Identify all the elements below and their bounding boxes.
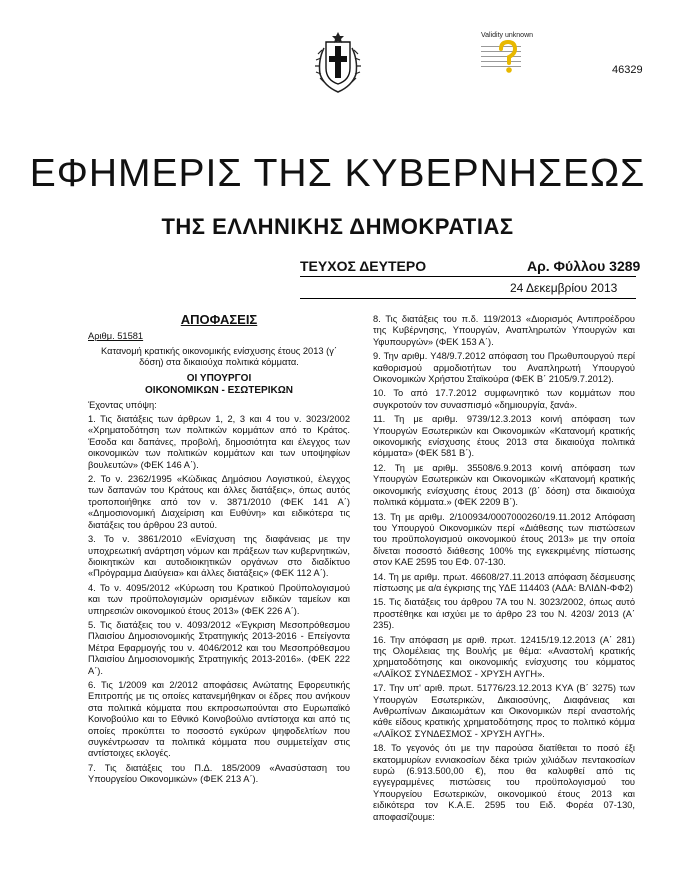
paragraph: 12. Τη με αριθμ. 35508/6.9.2013 κοινή απόφαση των Υπουργών Εσωτερικών και Οικονομικών «Κατανομή κρατικής οικονομικής ενίσχυσης έτους 2013 (β΄ δόση) στα δικαιούχα πολιτικά κόμματα.» (ΦΕΚ 2209 Β΄). bbox=[373, 462, 635, 508]
paragraph: 11. Τη με αριθμ. 9739/12.3.2013 κοινή απόφαση των Υπουργών Εσωτερικών και Οικονομικών «Κατανομή κρατικής οικονομικής ενίσχυσης έτους 2013 στα δικαιούχα πολιτικά κόμματα» (ΦΕΚ 581 Β΄). bbox=[373, 414, 635, 459]
page-number: 46329 bbox=[612, 64, 643, 76]
paragraph: 5. Τις διατάξεις του ν. 4093/2012 «Έγκριση Μεσοπρόθεσμου Πλαισίου Δημοσιονομικής Στρατηγικής 2013-2016 - Επείγοντα Μέτρα Εφαρμογής του ν. 4046/2012 και του Μεσοπρόθεσμου Πλαισίου Δημοσιονομικής Στρατηγικής 2013-2016». (ΦΕΚ 222 Α΄). bbox=[88, 619, 350, 676]
paragraph: 13. Τη με αριθμ. 2/100934/0007000260/19.11.2012 Απόφαση του Υπουργού Οικονομικών περί «Διάθεσης των πιστώσεων του προϋπολογισμού οικονομικού έτους 2013» με την οποία δίνεται ποσοστό διάθεσης 100% της εγκεκριμένης πίστωσης στον ΚΑΕ 2595 του ΕΦ. 07-130. bbox=[373, 511, 635, 568]
paragraph: 4. Το ν. 4095/2012 «Κύρωση του Κρατικού Προϋπολογισμού και των προϋπολογισμών ορισμένων ειδικών ταμείων και υπηρεσιών οικονομικού έτους 2013» (ΦΕΚ 226 Α΄). bbox=[88, 582, 350, 616]
paragraph: 1. Τις διατάξεις των άρθρων 1, 2, 3 και 4 του ν. 3023/2002 «Χρηματοδότηση των πολιτικών κομμάτων από το Κράτος. Έσοδα και δαπάνες, προβολή, δημοσιότητα και έλεγχος των οικονομικών των πολιτικών κομμάτων και των υποψηφίων βουλευτών» (ΦΕΚ 146 Α΄). bbox=[88, 414, 350, 470]
signature-validity-label: Validity unknown bbox=[481, 32, 534, 39]
issue-series: ΤΕΥΧΟΣ ΔΕΥΤΕΡΟ bbox=[300, 258, 427, 274]
paragraph: 3. Το ν. 3861/2010 «Ενίσχυση της διαφάνειας με την υποχρεωτική ανάρτηση νόμων και πράξεων των κυβερνητικών, διοικητικών και αυτοδιοικητικών οργάνων στο διαδίκτυο «Πρόγραμμα Διαύγεια» και άλλες διατάξεις» (ΦΕΚ 112 Α΄). bbox=[88, 534, 350, 579]
paragraph: 9. Την αριθμ. Υ48/9.7.2012 απόφαση του Πρωθυπουργού περί καθορισμού αρμοδιοτήτων του Αναπληρωτή Υπουργού Οικονομικών Χρήστου Σταϊκούρα (ΦΕΚ Β΄ 2105/9.7.2012). bbox=[373, 351, 635, 385]
left-column bbox=[88, 314, 350, 789]
intro-text: Έχοντας υπόψη: bbox=[88, 399, 157, 410]
paragraph: 2. Το ν. 2362/1995 «Κώδικας Δημόσιου Λογιστικού, έλεγχος των δαπανών του Κράτους και άλλες διατάξεις», όπως αυτός τροποποιήθηκε από τον ν. 3871/2010 (ΦΕΚ 141 Α΄) «Δημοσιονομική Διαχείριση και Ευθύνη» και ειδικότερα τις διατάξεις του άρθρου 23 αυτού. bbox=[88, 474, 350, 530]
section-heading: ΑΠΟΦΑΣΕΙΣ bbox=[180, 312, 258, 327]
decision-number: Αριθμ. 51581 bbox=[88, 331, 144, 342]
decision-title: Κατανομή κρατικής οικονομικής ενίσχυσης έτους 2013 (γ΄ δόση) στα δικαιούχα πολιτικά κόμματα. bbox=[101, 345, 337, 368]
issue-date: 24 Δεκεμβρίου 2013 bbox=[510, 281, 618, 295]
digital-signature-stamp bbox=[475, 32, 543, 84]
paragraph: 17. Την υπ' αριθ. πρωτ. 51776/23.12.2013 ΚΥΑ (Β΄ 3275) των Υπουργών Εσωτερικών, Δικαιοσύνης, Διαφάνειας και Ανθρωπίνων Δικαιωμάτων και Οικονομικών περί αναστολής κάθε είδους κρατικής χρηματοδότησης προς το πολιτικό κόμμα «ΛΑΪΚΟΣ ΣΥΝΔΕΣΜΟΣ - ΧΡΥΣΗ ΑΥΓΗ». bbox=[373, 683, 635, 739]
paragraph: 6. Τις 1/2009 και 2/2012 αποφάσεις Ανώτατης Εφορευτικής Επιτροπής με τις οποίες κατανεμήθηκαν οι έδρες που ανήκουν στα πολιτικά κόμματα που εκπροσωπούνται στο Ευρωπαϊκό Κοινοβούλιο και το Εθνικό Κοινοβούλιο αντίστοιχα και από τις οποίες προκύπτει το ποσοστό εγκύρων ψηφοδελτίων που συγκέντρωσαν τα πολιτικά κόμματα που συμμετείχαν στις αντίστοιχες εκλογές. bbox=[88, 679, 350, 759]
paragraph: 14. Τη με αριθμ. πρωτ. 46608/27.11.2013 απόφαση δέσμευσης πίστωσης με α/α έγκρισης της ΥΔΕ 114403 (ΑΔΑ: ΒΛΙΔΝ-ΦΦ2) bbox=[373, 571, 635, 593]
greek-coat-of-arms-emblem bbox=[310, 28, 366, 96]
header-rule-top bbox=[300, 276, 636, 277]
paragraph: 7. Τις διατάξεις του Π.Δ. 185/2009 «Ανασύσταση του Υπουργείου Οικονομικών» (ΦΕΚ 213 Α΄). bbox=[88, 762, 350, 785]
paragraph: 15. Τις διατάξεις του άρθρου 7Α του Ν. 3023/2002, όπως αυτό προστέθηκε και ισχύει με το άρθρο 23 του Ν. 4203/ 2013 (Α΄ 235). bbox=[373, 597, 635, 631]
paragraph: 18. Το γεγονός ότι με την παρούσα διατίθεται το ποσό έξι εκατομμυρίων εννιακοσίων δέκα τριών χιλιάδων πεντακοσίων ευρώ (6.913.500,00 €), που θα καλυφθεί από τις εγγεγραμμένες πιστώσεις του προϋπολογισμού του Υπουργείου Εσωτερικών, οικονομικού έτους 2013 και ειδικότερα τον Κ.Α.Ε. 2595 του Ειδ. Φορέα 07-130, αποφασίζουμε: bbox=[373, 743, 635, 822]
right-column bbox=[373, 314, 635, 826]
header-rule-bottom bbox=[300, 298, 636, 299]
paragraph: 8. Τις διατάξεις του π.δ. 119/2013 «Διορισμός Αντιπροέδρου της Κυβέρνησης, Υπουργών, Αναπληρωτών Υπουργών και Υφυπουργών» (ΦΕΚ 153 Α΄). bbox=[373, 314, 635, 347]
ministers-heading: ΟΙ ΥΠΟΥΡΓΟΙ ΟΙΚΟΝΟΜΙΚΩΝ - ΕΣΩΤΕΡΙΚΩΝ bbox=[145, 372, 293, 396]
gazette-subtitle: ΤΗΣ ΕΛΛΗΝΙΚΗΣ ΔΗΜΟΚΡΑΤΙΑΣ bbox=[161, 214, 514, 239]
paragraph: 16. Την απόφαση με αριθ. πρωτ. 12415/19.12.2013 (Α΄ 281) της Ολομέλειας της Βουλής με θέμα: «Αναστολή κρατικής χρηματοδότησης και οικονομικής ενίσχυσης του κόμματος «ΛΑΪΚΟΣ ΣΥΝΔΕΣΜΟΣ - ΧΡΥΣΗ ΑΥΓΗ». bbox=[373, 634, 635, 679]
gazette-title: ΕΦΗΜΕΡΙΣ ΤΗΣ ΚΥΒΕΡΝΗΣΕΩΣ bbox=[29, 152, 646, 195]
sheet-number: Αρ. Φύλλου 3289 bbox=[527, 258, 641, 274]
question-mark-icon bbox=[497, 40, 519, 74]
paragraph: 10. Το από 17.7.2012 συμφωνητικό των κομμάτων που συγκροτούν τον συνασπισμό «δημιουργία, ξανά». bbox=[373, 388, 635, 410]
